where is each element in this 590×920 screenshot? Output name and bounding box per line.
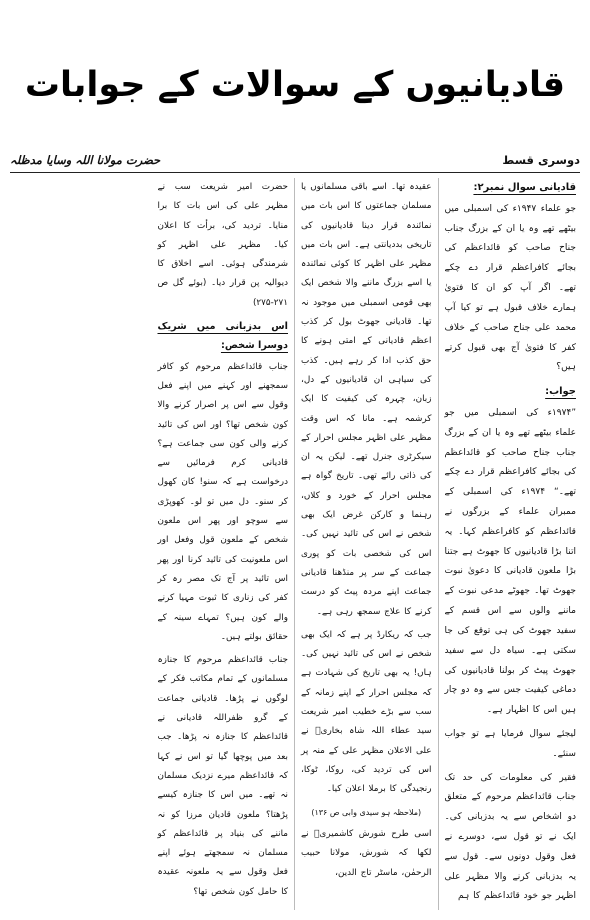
column-1 (439, 178, 583, 910)
article-headline: قادیانیوں کے سوالات کے جوابات (24, 65, 566, 105)
paragraph: لیجئے سوال فرمایا ہے تو جواب سنئے۔ (444, 728, 576, 759)
section-heading: جواب: (545, 386, 576, 398)
paragraph: اسی طرح شورش کاشمیریؒ نے لکھا کہ شورش، مولانا حبیب الرحمٰن، ماسٹر تاج الدین، (301, 828, 432, 878)
byline-row (10, 148, 580, 172)
reference-note: (ملاحظہ ہو سیدی وابی ص ۱۳۶) (311, 807, 422, 817)
author-byline: حضرت مولانا اللہ وسایا مدظلہ (10, 153, 161, 167)
column-3 (152, 178, 296, 910)
paragraph: جناب قائداعظم مرحوم کا جنازہ مسلمانوں کے تمام مکاتب فکر کے لوگوں نے پڑھا۔ قادیانی جماعت کے گرو ظفراللہ قادیانی نے قائداعظم کا جنازہ نہ پڑھا۔ جب بعد میں پوچھا گیا تو اس نے کہا کہ قائداعظم میرے نزدیک مسلمان نہ تھے۔ میں اس کا جنازہ کیسے پڑھتا؟ ملعون قادیان مرزا کو نہ ماننے کی بنیاد پر قائداعظم کو مسلمان نہ سمجھتے ہوئے اپنے فعل وقول سے یہ ملعونہ عقیدہ کا حامل کون شخص تھا؟ (157, 655, 288, 897)
section-heading: اس بدزبانی میں شریک دوسرا شخص: (157, 321, 288, 352)
header-divider (10, 172, 580, 173)
paragraph: جب کہ ریکارڈ پر ہے کہ ایک بھی شخص نے اس کی تائید نہیں کی۔ ہاں! یہ بھی تاریخ کی شہادت ہے کہ مجلس احرار کے اپنے زمانہ کے سب سے بڑے خطیب امیر شریعت سید عطاء اللہ شاہ بخاریؒ نے علی الاعلان مظہر علی کے منہ پر اس کی تردید کی، روکا، ٹوکا، رنجیدگی کا برملا اعلان کیا۔ (301, 629, 432, 795)
paragraph: جناب قائداعظم مرحوم کو کافر سمجھنے اور کہنے میں اپنے فعل وقول سے اس پر اصرار کرنے والا کون شخص تھا؟ اور اس کی تائید کرنے والی کون سی جماعت ہے؟ قادیانی کرم فرمائیں سے درخواست ہے کہ سنو! کان کھول کر سنو۔ دل میں تو لو۔ کھوپڑی سے سوچو اور پھر اس ملعون شخص کے ملعون قول وفعل اور اس ملعونیت کی تائید کرنا اور پھر اس تائید پر آج تک مصر رہ کر کفر کی زناری کا ثبوت مہیا کرنے والے کون ہیں؟ تمہاے سینہ کے حقائق بولتے ہیں۔ (157, 361, 288, 642)
section-heading: قادیانی سوال نمبر۲: (473, 182, 576, 193)
paragraph: عقیدہ تھا۔ اسے باقی مسلمانوں یا مسلمان جماعتوں کا اس بات میں نمائندہ قرار دینا قادیانیوں کی تاریخی بددیانتی ہے۔ اس بات میں مظہر علی اظہر کا کوئی نمائندہ یا اسے بزرگ ماننے والا شخص ایک بھی قومی اسمبلی میں موجود نہ تھا۔ قادیانی جھوٹ بول کر کذب اعظم قادیانی کے امتی ہونے کا حق کذب ادا کر رہے ہیں۔ کذب کی سیاہی ان قادیانیوں کے دل، زبان، چہرہ کی کیفیت کا ایک کرشمہ ہے۔ مانا کہ اس وقت مظہر علی اظہر مجلس احرار کے سیکرٹری جنرل تھے۔ لیکن یہ ان کی ذاتی رائے تھی۔ تاریخ گواہ ہے مجلس احرار کے خورد و کلاں، رہنما و کارکن غرض ایک بھی شخص نے اس کی تائید نہیں کی۔ اس کی شخصی بات کو پوری جماعت کے سر پر منڈھنا قادیانی جماعت اپنے مردہ پیٹ کو درست کرنے کا علاج سمجھ رہی ہے۔ (301, 182, 432, 617)
article-columns (8, 178, 582, 910)
installment-label: دوسری قسط (502, 153, 580, 167)
paragraph: ”۱۹۷۴ء کی اسمبلی میں جو علماء بیٹھے تھے وہ یا ان کے بزرگ جناب جناح صاحب کو قائداعظم کی بجائے کافراعظم قرار دے چکے تھے۔“ ۱۹۷۴ء کی اسمبلی کے ممبران علماء کے بزرگوں نے قائداعظم کو کافراعظم کہا۔ یہ اتنا بڑا قادیانیوں کا جھوٹ ہے جتنا بڑا ملعون قادیانی کا دعویٰ نبوت جھوٹ تھا۔ جھوٹے مدعی نبوت کے ماننے والوں سے اس قسم کے سفید جھوٹ کی ہی توقع کی جا سکتی ہے۔ سیاہ دل سے سفید جھوٹ پیٹ کر بولنا قادیانیوں کی دماغی کیفیت جس سے وہ دو چار ہیں اس کا اظہار ہے۔ (444, 407, 576, 716)
paragraph: جو علماء ۱۹۴۷ء کی اسمبلی میں بیٹھے تھے وہ یا ان کے بزرگ جناب جناح صاحب کو قائداعظم کی بجائے کافراعظم قرار دے چکے تھے۔ اگر آپ کو ان کا فتویٰ ہمارے خلاف قبول ہے تو کیا آپ محمد علی جناح صاحب کے خلاف کفر کا فتویٰ آج بھی قبول کرتے ہیں؟ (444, 203, 576, 373)
paragraph: حضرت امیر شریعت سب نے مظہر علی کی اس بات کا برا منایا۔ تردید کی، برأت کا اعلان کیا۔ مظہر علی اظہر کو شرمندگی ہوئی۔ اسے اخلاق کا دیوالیہ پن قرار دیا۔ (بوئے گل ص ۲۷۱-۲۷۵) (157, 182, 288, 308)
paragraph: فقیر کی معلومات کی حد تک جناب قائداعظم مرحوم کے متعلق دو اشخاص سے یہ بدزبانی کی۔ ایک نے تو قول سے، دوسرے نے فعل وقول دونوں سے۔ قول سے یہ بدزبانی کرنے والا مظہر علی اظہر جو خود قائداعظم کا ہم (444, 772, 576, 902)
column-2 (295, 178, 439, 910)
